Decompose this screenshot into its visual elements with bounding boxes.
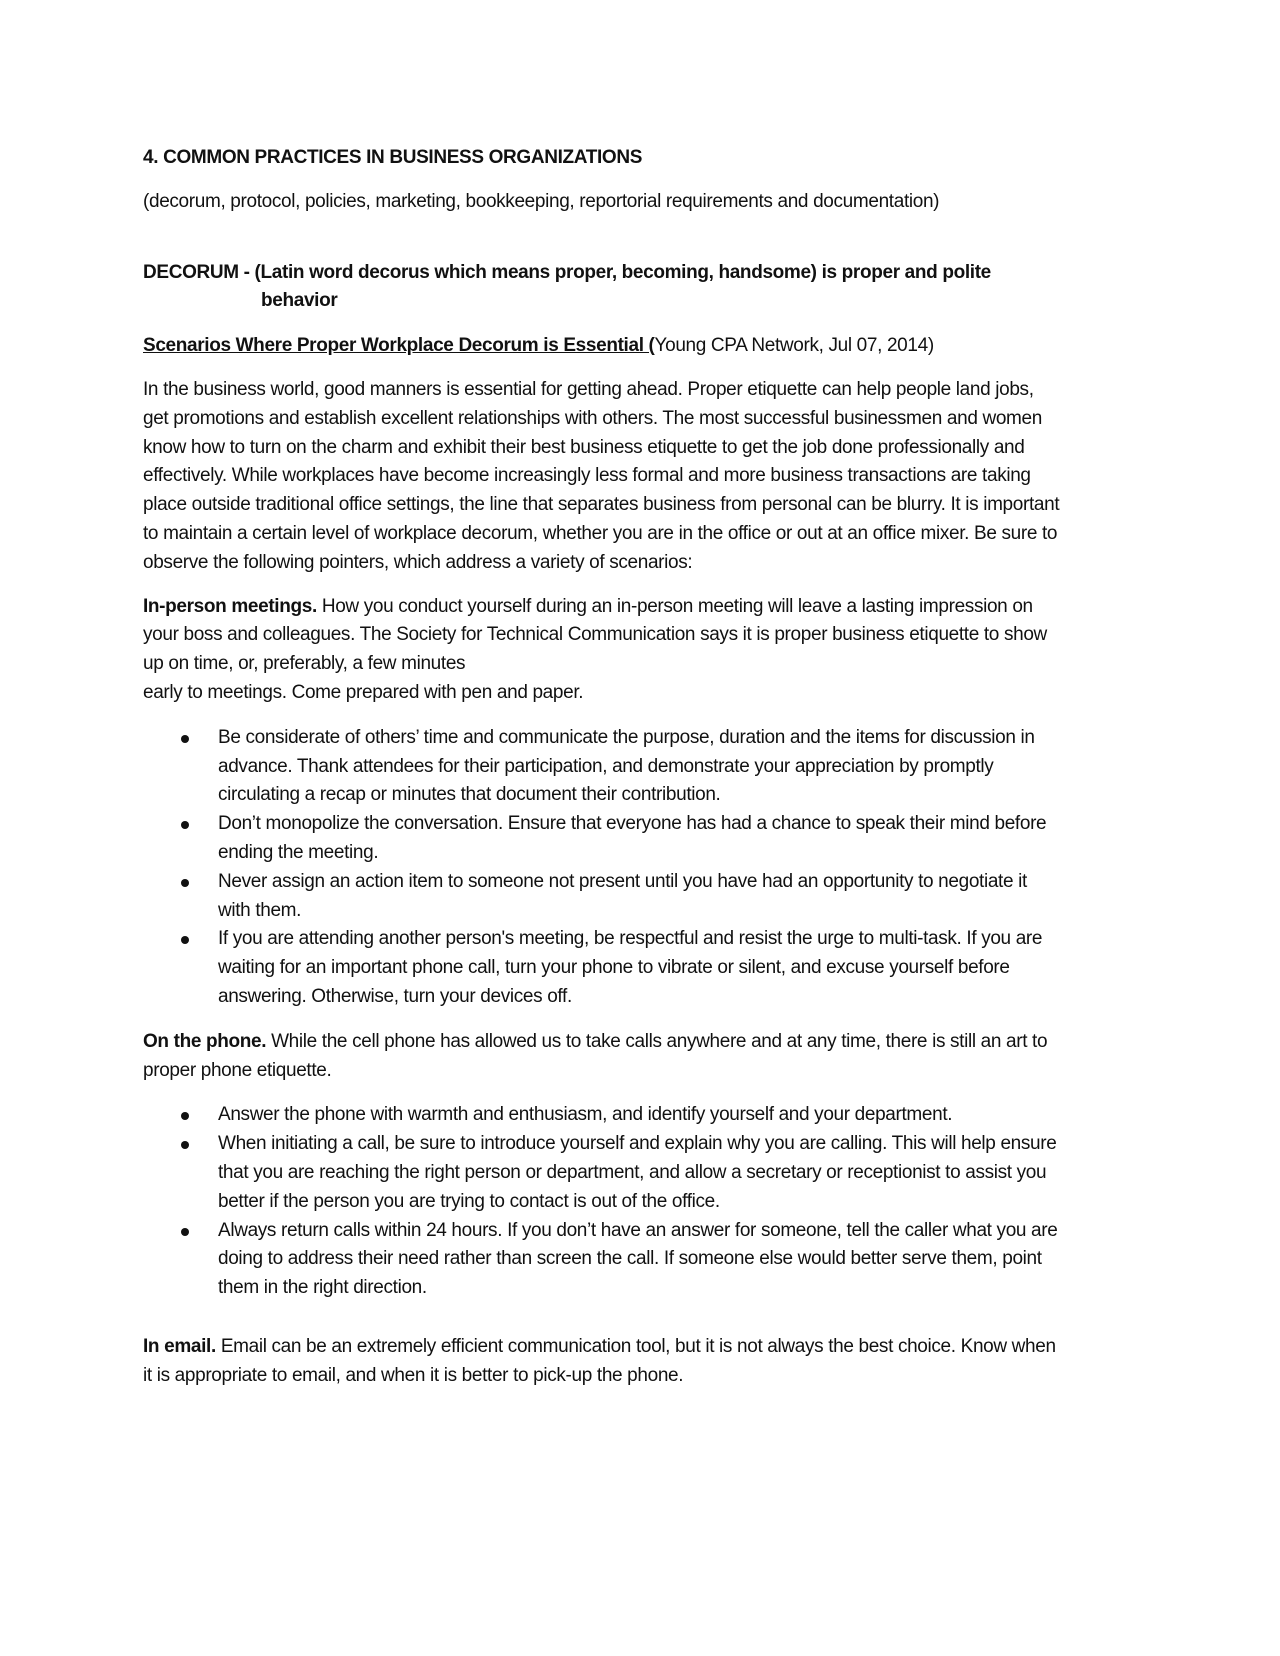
list-item-text: Don’t monopolize the conversation. Ensure that everyone has had a chance to speak their mind before ending the meeting. — [218, 813, 1047, 863]
section-subheading: (decorum, protocol, policies, marketing, bookkeeping, reportorial requirements and documentation) — [143, 190, 940, 212]
scenarios-title: Scenarios Where Proper Workplace Decorum is Essential ( — [143, 335, 655, 357]
list-item — [143, 1101, 1063, 1130]
phone-text: While the cell phone has allowed us to take calls anywhere and at any time, there is still an art to proper phone etiquette. — [143, 1030, 1048, 1081]
scenarios-heading — [143, 332, 1063, 361]
bullet-icon — [181, 1141, 189, 1149]
in-person-bullets — [143, 724, 1063, 1012]
list-item — [143, 925, 1063, 1011]
email-paragraph — [143, 1333, 1063, 1391]
bullet-icon — [181, 1228, 189, 1236]
list-item-text: Be considerate of others’ time and communicate the purpose, duration and the items for discussion in advance. Thank attendees for their participation, and demonstrate your appreciation by promptly circulating a recap or minutes that document their contribution. — [218, 726, 1035, 806]
section-heading: 4. COMMON PRACTICES IN BUSINESS ORGANIZATIONS — [143, 147, 643, 168]
phone-label: On the phone. — [143, 1030, 267, 1052]
decorum-line-2: behavior — [261, 290, 338, 312]
email-label: In email. — [143, 1335, 216, 1357]
list-item-text: Answer the phone with warmth and enthusiasm, and identify yourself and your department. — [218, 1104, 953, 1126]
list-item-text: Never assign an action item to someone not present until you have had an opportunity to negotiate it with them. — [218, 870, 1027, 921]
list-item — [143, 810, 1063, 868]
list-item — [143, 1217, 1063, 1303]
list-item — [143, 868, 1063, 926]
list-item — [143, 724, 1063, 810]
phone-bullets — [143, 1101, 1063, 1303]
list-item-text: When initiating a call, be sure to introduce yourself and explain why you are calling. This will help ensure that you are reaching the right person or department, and allow a secretary or receptionist to assist you better if the person you are trying to contact is out of the office. — [218, 1133, 1057, 1212]
list-item-text: Always return calls within 24 hours. If you don’t have an answer for someone, tell the caller what you are doing to address their need rather than screen the call. If someone else would better serve them, point them in the right direction. — [218, 1219, 1058, 1299]
in-person-text-2: early to meetings. Come prepared with pen and paper. — [143, 681, 584, 703]
bullet-icon — [181, 821, 189, 829]
scenarios-source: Young CPA Network, Jul 07, 2014) — [654, 335, 934, 357]
in-person-paragraph — [143, 593, 1063, 708]
bullet-icon — [181, 936, 189, 944]
bullet-icon — [181, 735, 189, 743]
list-item — [143, 1130, 1063, 1216]
list-item-text: If you are attending another person's meeting, be respectful and resist the urge to multi-task. If you are waiting for an important phone call, turn your phone to vibrate or silent, and excuse yourself before answering. Otherwise, turn your devices off. — [218, 928, 1043, 1007]
decorum-line-1: DECORUM - (Latin word decorus which means proper, becoming, handsome) is proper and polite — [143, 261, 991, 283]
in-person-label: In-person meetings. — [143, 595, 317, 617]
in-person-text: How you conduct yourself during an in-person meeting will leave a lasting impression on your boss and colleagues. The Society for Technical Communication says it is proper business etiquette to show up on time, or, preferably, a few minutes — [143, 595, 1047, 675]
bullet-icon — [181, 879, 189, 887]
intro-paragraph: In the business world, good manners is essential for getting ahead. Proper etiquette can help people land jobs, get promotions and establish excellent relationships with others. The most successful businessmen and women know how to turn on the charm and exhibit their best business etiquette to get the job done professionally and effectively. While workplaces have become increasingly less formal and more business transactions are taking place outside traditional office settings, the line that separates business from personal can be blurry. It is important to maintain a certain level of workplace decorum, whether you are in the office or out at an office mixer. Be sure to observe the following pointers, which address a variety of scenarios: — [143, 378, 1060, 573]
decorum-definition — [143, 259, 1063, 317]
phone-paragraph — [143, 1028, 1063, 1086]
document-page — [143, 144, 1063, 1390]
bullet-icon — [181, 1112, 189, 1120]
email-text: Email can be an extremely efficient communication tool, but it is not always the best choice. Know when it is appropriate to email, and when it is better to pick-up the phone. — [143, 1335, 1056, 1386]
